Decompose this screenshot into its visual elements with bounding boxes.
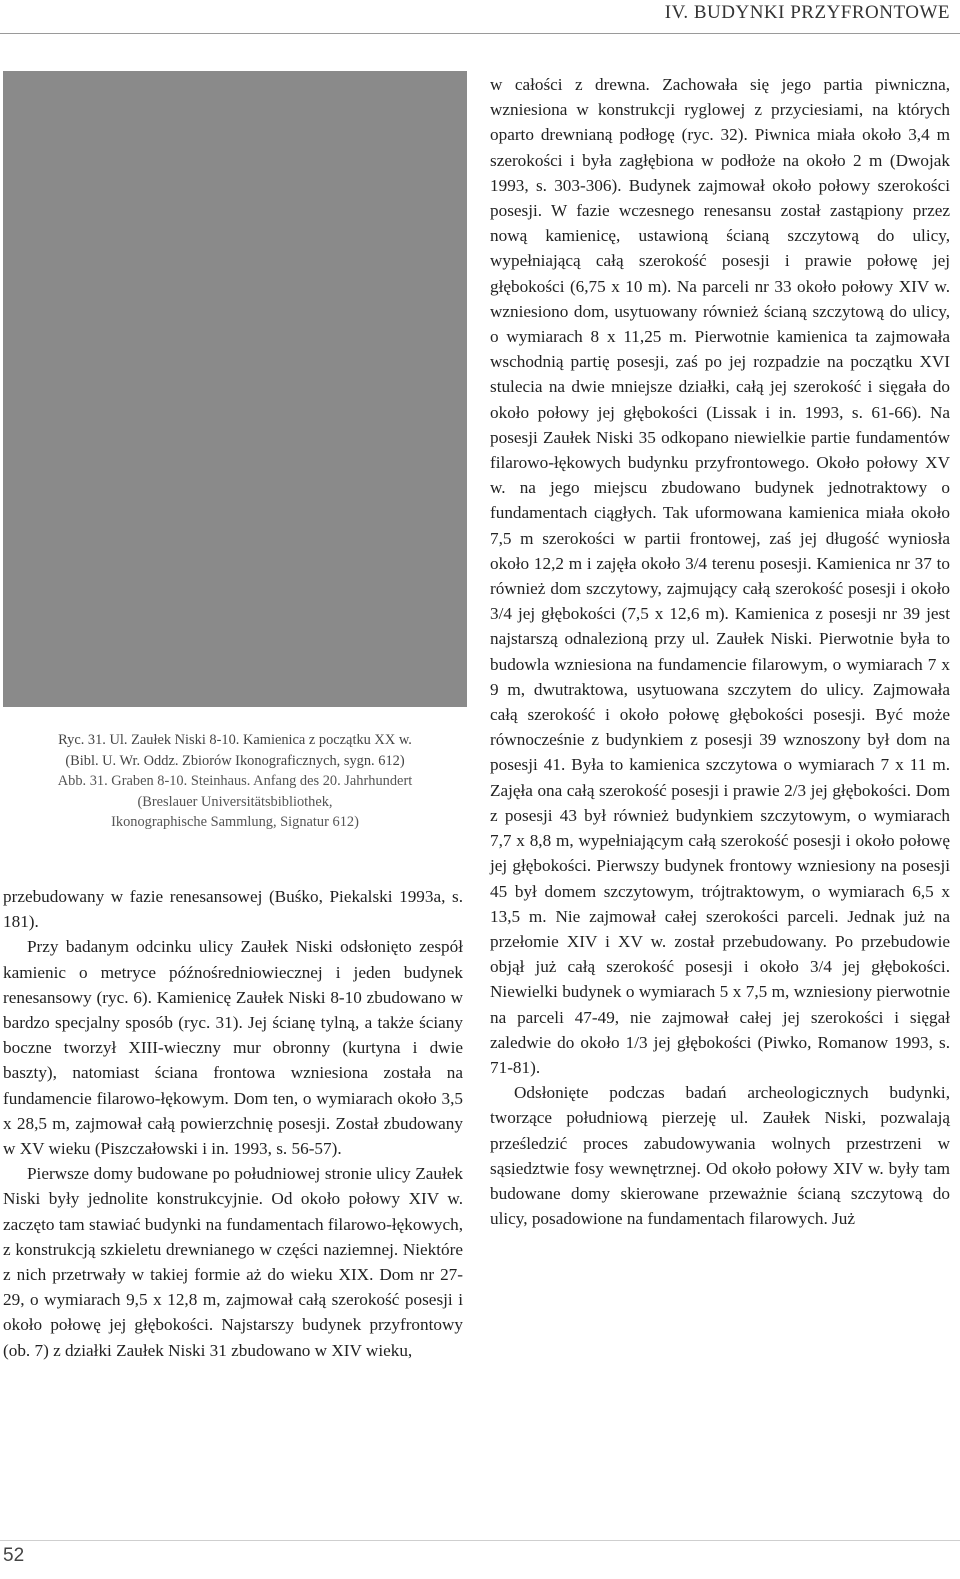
footer-rule [0,1540,960,1541]
caption-german-line-1: Abb. 31. Graben 8-10. Steinhaus. Anfang des 20. Jahrhundert [57,773,413,790]
page-number: 52 [3,1545,25,1566]
caption-polish-line-1: Ryc. 31. Ul. Zaułek Niski 8-10. Kamienica z początku XX w. [58,732,412,748]
left-text-column [3,884,463,1363]
paragraph: Odsłonięte podczas badań archeologicznych budynki, tworzące południową pierzeję ul. Zaułek Niski, pozwalają prześledzić proces zabudowywania wolnych przestrzeni w sąsiedztwie fosy wewnętrznej. Od około połowy XIV w. były tam budowane domy skierowane przeważnie ścianą szczytową do ulicy, posadowione na fundamentach filarowych. Już [490,1083,950,1229]
right-text-column [490,72,950,1231]
paragraph: w całości z drewna. Zachowała się jego partia piwniczna, wzniesiona w konstrukcji ryglowej z przyciesiami, na których oparto drewnianą podłogę (ryc. 32). Piwnica miała około 3,4 m szerokości i była zagłębiona w podłoże na około 2 m (Dwojak 1993, s. 303-306). Budynek zajmował około połowy szerokości posesji. W fazie wczesnego renesansu został zastąpiony przez nową kamienicę, ustawioną ścianą szczytową do ulicy, wypełniającą całą szerokość posesji i prawie połowę jej głębokości (6,75 x 10 m). Na parceli nr 33 około połowy XIV w. wzniesiono dom, usytuowany również ścianą szczytową do ulicy, o wymiarach 8 x 11,25 m. Pierwotnie kamienica ta zajmowała wschodnią partię posesji, zaś po jej rozpadzie na początku XVI stulecia na dwie mniejsze działki, całą jej szerokość i sięgała do około połowy jej głębokości (Lissak i in. 1993, s. 61-66). Na posesji Zaułek Niski 35 odkopano niewielkie partie fundamentów filarowo-łękowych budynku przyfrontowego. Około połowy XV w. na jego miejscu zbudowano budynek jednotraktowy o fundamentach ciągłych. Tak uformowana kamienica miała około 7,5 m szerokości w partii frontowej, zaś jej długość wyniosła około 12,2 m i zajęła około 3/4 terenu posesji. Kamienica nr 37 to również dom szczytowy, zajmujący całą szerokość posesji i około 3/4 jej głębokości (7,5 x 12,6 m). Kamienica z posesji nr 39 jest najstarszą odnalezioną przy ul. Zaułek Niski. Pierwotnie była to budowla wzniesiona na fundamencie filarowym, o wymiarach 7 x 9 m, dwutraktowa, usytuowana szczytem do ulicy. Zajmowała całą szerokość i około połowę głębokości posesji. Być może równocześnie z budynkiem z posesji 39 wznoszony był dom na posesji 41. Była to kamienica szczytowa o wymiarach 7 x 11 m. Zajęła ona całą szerokość posesji i prawie 2/3 jej głębokości. Dom z posesji 43 był również budynkiem szczytowym, o wymiarach 7,7 x 8,8 m, wypełniającym całą szerokość posesji i około połowę jej głębokości. Pierwszy budynek frontowy wzniesiony na posesji 45 był domem szczytowym, trójtraktowym, o wymiarach 6,5 x 13,5 m. Nie zajmował całej szerokości parceli. Jednak już na przełomie XIV i XV w. został przebudowany. Po przebudowie objął już całą szerokość posesji i około 3/4 jej głębokości. Niewielki budynek o wymiarach 5 x 7,5 m, wzniesiony pierwotnie na parceli 47-49, nie zajmował całej jej szerokości i sięgał zaledwie do około 1/3 jej głębokości (Piwko, Romanow 1993, s. 71-81). [490,75,950,1077]
paragraph: Przy badanym odcinku ulicy Zaułek Niski odsłonięto zespół kamienic o metryce późnośredniowiecznej i jeden budynek renesansowy (ryc. 6). Kamienicę Zaułek Niski 8-10 zbudowano w bardzo specjalny sposób (ryc. 31). Jej ścianę tylną, a także ściany boczne tworzył XIII-wieczny mur obronny (kurtyna i dwie baszty), natomiast ściana frontowa wzniesiona została na fundamencie filarowo-łękowym. Dom ten, o wymiarach około 3,5 x 28,5 m, zajmował całą powierzchnię posesji. Został zbudowany w XV wieku (Piszczałowski i in. 1993, s. 56-57). [3,937,463,1159]
header-rule [0,33,960,34]
paragraph: przebudowany w fazie renesansowej (Buśko, Piekalski 1993a, s. 181). [3,887,463,932]
running-head: IV. BUDYNKI PRZYFRONTOWE [664,2,950,23]
caption-german-line-3: Ikonographische Sammlung, Signatur 612) [111,814,359,831]
figure-photo [3,71,467,707]
paragraph: Pierwsze domy budowane po południowej stronie ulicy Zaułek Niski były jednolite konstrukcyjnie. Od około połowy XIV w. zaczęto tam stawiać budynki na fundamentach filarowo-łękowych, z konstrukcją szkieletu drewnianego w części naziemnej. Niektóre z nich przetrwały w takiej formie aż do wieku XIX. Dom nr 27-29, o wymiarach 9,5 x 12,8 m, zajmował całą szerokość posesji i około połowę jej głębokości. Najstarszy budynek przyfrontowy (ob. 7) z działki Zaułek Niski 31 zbudowano w XIV wieku, [3,1164,463,1360]
caption-german-line-2: (Breslauer Universitätsbibliothek, [137,793,333,810]
caption-polish-line-2: (Bibl. U. Wr. Oddz. Zbiorów Ikonograficznych, sygn. 612) [65,752,405,769]
figure-caption [3,730,467,833]
